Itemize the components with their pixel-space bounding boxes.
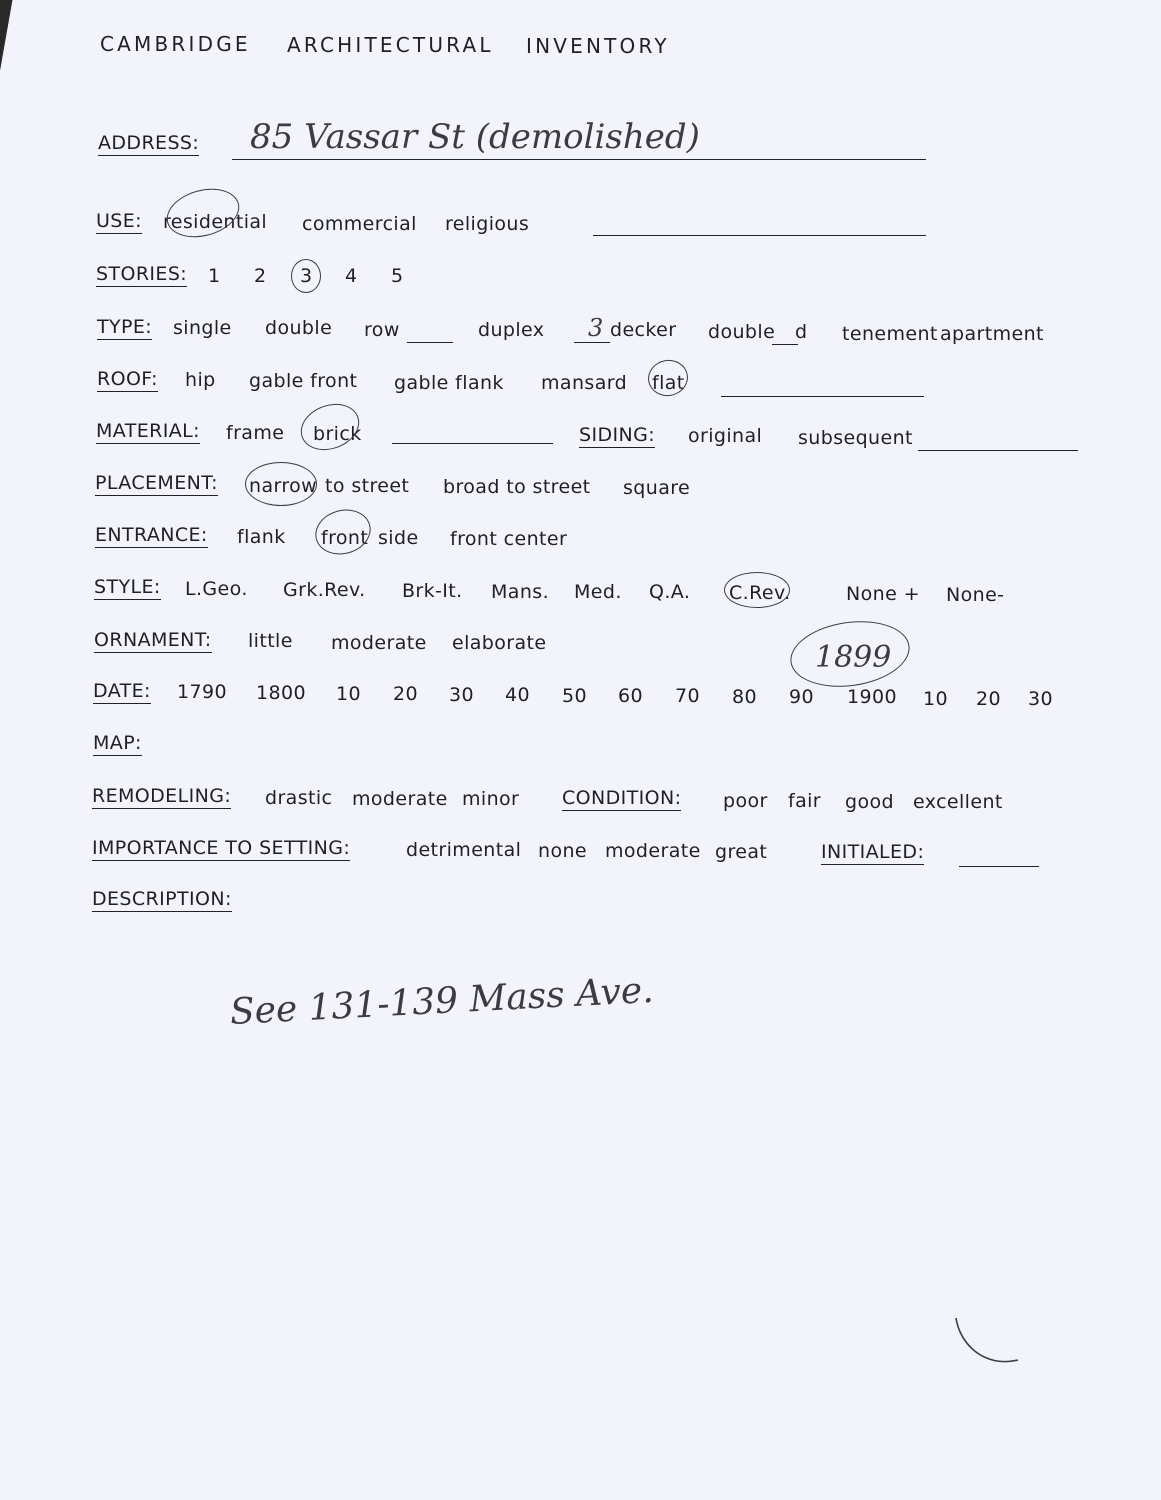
type-option-apartment[interactable]: apartment bbox=[940, 323, 1044, 345]
importance-option-great[interactable]: great bbox=[715, 841, 768, 863]
stories-option-1[interactable]: 1 bbox=[208, 265, 221, 287]
placement-option-narrow[interactable]: narrow bbox=[249, 475, 318, 497]
placement-label: PLACEMENT: bbox=[95, 472, 218, 494]
type-option-double[interactable]: double bbox=[265, 317, 333, 339]
title-word-cambridge: CAMBRIDGE bbox=[100, 32, 251, 56]
address-handwritten-value[interactable]: 85 Vassar St (demolished) bbox=[250, 117, 700, 157]
siding-label: SIDING: bbox=[579, 424, 656, 446]
style-option-grk-rev[interactable]: Grk.Rev. bbox=[283, 579, 366, 601]
type-option-double-d[interactable]: double bbox=[708, 321, 776, 343]
entrance-option-front[interactable]: front bbox=[321, 527, 369, 549]
date-label: DATE: bbox=[93, 680, 151, 702]
condition-option-poor[interactable]: poor bbox=[723, 790, 768, 812]
use-option-religious[interactable]: religious bbox=[445, 213, 530, 235]
entrance-option-side[interactable]: side bbox=[378, 527, 419, 549]
date-option-80[interactable]: 80 bbox=[732, 686, 757, 708]
use-label: USE: bbox=[96, 210, 142, 232]
address-label: ADDRESS: bbox=[98, 132, 200, 154]
type-option-row[interactable]: row bbox=[364, 319, 400, 341]
ornament-label: ORNAMENT: bbox=[94, 629, 212, 651]
type-label: TYPE: bbox=[97, 316, 153, 338]
roof-option-gable-flank[interactable]: gable flank bbox=[394, 372, 504, 394]
date-handwritten-value[interactable]: 1899 bbox=[815, 640, 892, 675]
style-label: STYLE: bbox=[94, 576, 161, 598]
ornament-option-little[interactable]: little bbox=[248, 630, 293, 652]
date-option-60[interactable]: 60 bbox=[618, 685, 643, 707]
style-option-none-minus[interactable]: None- bbox=[946, 584, 1005, 606]
type-option-duplex[interactable]: duplex bbox=[478, 319, 545, 341]
type-option-decker[interactable]: decker bbox=[610, 319, 677, 341]
type-decker-fill[interactable]: 3 bbox=[588, 314, 604, 342]
stories-option-3[interactable]: 3 bbox=[300, 265, 313, 287]
importance-option-moderate[interactable]: moderate bbox=[605, 840, 701, 862]
stories-option-2[interactable]: 2 bbox=[254, 265, 267, 287]
date-option-1930[interactable]: 30 bbox=[1028, 688, 1053, 710]
date-option-1790[interactable]: 1790 bbox=[177, 681, 227, 703]
type-option-single[interactable]: single bbox=[173, 317, 232, 339]
remodeling-label: REMODELING: bbox=[92, 785, 232, 807]
date-option-1800[interactable]: 1800 bbox=[256, 682, 306, 704]
description-handwritten-note[interactable]: See 131-139 Mass Ave. bbox=[228, 969, 655, 1033]
remodeling-option-minor[interactable]: minor bbox=[462, 788, 520, 810]
importance-label: IMPORTANCE TO SETTING: bbox=[92, 837, 351, 859]
placement-option-square[interactable]: square bbox=[623, 477, 691, 499]
condition-option-fair[interactable]: fair bbox=[788, 790, 822, 812]
style-option-qa[interactable]: Q.A. bbox=[649, 581, 691, 603]
siding-option-original[interactable]: original bbox=[688, 425, 763, 447]
stories-option-4[interactable]: 4 bbox=[345, 265, 358, 287]
type-double-fill: d bbox=[795, 321, 808, 343]
use-option-residential[interactable]: residential bbox=[163, 211, 268, 233]
remodeling-option-moderate[interactable]: moderate bbox=[352, 788, 448, 810]
entrance-option-flank[interactable]: flank bbox=[237, 526, 286, 548]
condition-label: CONDITION: bbox=[562, 787, 682, 809]
title-word-architectural: ARCHITECTURAL bbox=[287, 33, 494, 57]
date-option-1920[interactable]: 20 bbox=[976, 688, 1001, 710]
remodeling-option-drastic[interactable]: drastic bbox=[265, 787, 333, 809]
importance-option-detrimental[interactable]: detrimental bbox=[406, 839, 522, 861]
entrance-label: ENTRANCE: bbox=[95, 524, 208, 546]
date-option-50[interactable]: 50 bbox=[562, 685, 587, 707]
roof-option-flat[interactable]: flat bbox=[652, 372, 685, 394]
roof-option-hip[interactable]: hip bbox=[185, 369, 216, 391]
roof-option-mansard[interactable]: mansard bbox=[541, 372, 628, 394]
description-label: DESCRIPTION: bbox=[92, 888, 232, 910]
condition-option-excellent[interactable]: excellent bbox=[913, 791, 1003, 813]
style-option-med[interactable]: Med. bbox=[574, 581, 622, 603]
style-option-l-geo[interactable]: L.Geo. bbox=[185, 578, 248, 600]
roof-option-gable-front[interactable]: gable front bbox=[249, 370, 358, 392]
siding-option-subsequent[interactable]: subsequent bbox=[798, 427, 913, 449]
material-label: MATERIAL: bbox=[96, 420, 200, 442]
entrance-option-front-center[interactable]: front center bbox=[450, 528, 568, 550]
style-option-mans[interactable]: Mans. bbox=[491, 581, 550, 603]
importance-option-none[interactable]: none bbox=[538, 840, 587, 862]
stories-option-5[interactable]: 5 bbox=[391, 265, 404, 287]
date-option-1900[interactable]: 1900 bbox=[847, 686, 897, 708]
date-option-40[interactable]: 40 bbox=[505, 684, 530, 706]
pen-stroke-path bbox=[956, 1318, 1018, 1362]
date-option-1910[interactable]: 10 bbox=[923, 688, 948, 710]
date-option-20[interactable]: 20 bbox=[393, 683, 418, 705]
style-option-c-rev[interactable]: C.Rev. bbox=[729, 582, 791, 604]
date-option-30[interactable]: 30 bbox=[449, 684, 474, 706]
title-word-inventory: INVENTORY bbox=[526, 34, 670, 58]
date-option-10[interactable]: 10 bbox=[336, 683, 361, 705]
placement-option-broad[interactable]: broad to street bbox=[443, 476, 591, 498]
material-option-brick[interactable]: brick bbox=[313, 423, 362, 445]
placement-to-street[interactable]: to street bbox=[325, 475, 410, 497]
date-option-90[interactable]: 90 bbox=[789, 686, 814, 708]
map-label: MAP: bbox=[93, 732, 142, 754]
stories-label: STORIES: bbox=[96, 263, 188, 285]
ornament-option-moderate[interactable]: moderate bbox=[331, 632, 427, 654]
roof-label: ROOF: bbox=[97, 368, 158, 390]
condition-option-good[interactable]: good bbox=[845, 791, 894, 813]
use-option-commercial[interactable]: commercial bbox=[302, 213, 417, 235]
ornament-option-elaborate[interactable]: elaborate bbox=[452, 632, 547, 654]
material-option-frame[interactable]: frame bbox=[226, 422, 285, 444]
initialed-label: INITIALED: bbox=[821, 841, 925, 863]
style-option-none-plus[interactable]: None + bbox=[846, 583, 920, 605]
date-option-70[interactable]: 70 bbox=[675, 685, 700, 707]
type-option-tenement[interactable]: tenement bbox=[842, 323, 938, 345]
style-option-brk-it[interactable]: Brk-It. bbox=[402, 580, 463, 602]
